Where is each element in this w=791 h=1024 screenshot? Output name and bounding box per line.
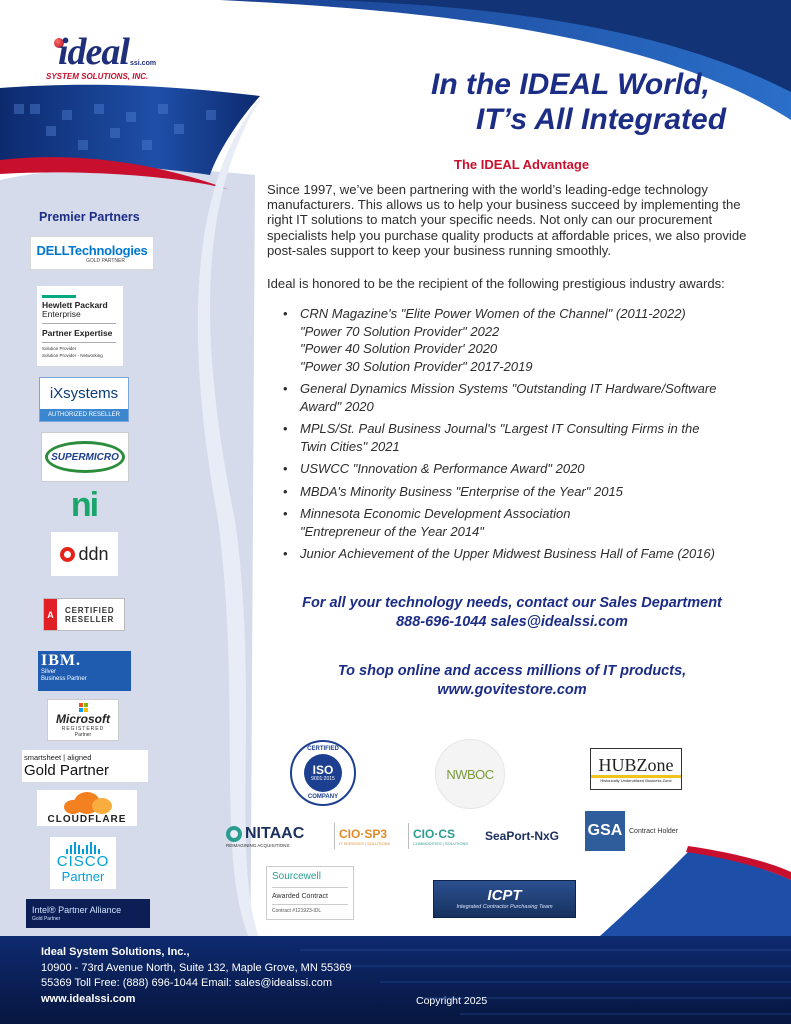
- ixsystems-logo: [39, 377, 129, 422]
- dell-technologies-logo: [30, 236, 154, 270]
- award-item: [283, 420, 773, 455]
- microsoft-logo-text: Microsoft: [56, 711, 110, 726]
- nitaac-logo-sub: REIMAGINING ACQUISITIONS: [226, 842, 290, 848]
- sales-contact-text: For all your technology needs, contact our Sales Department: [302, 595, 722, 611]
- hpe-logo-line2: Enterprise: [42, 309, 81, 319]
- cisco-logo-text: CISCO: [56, 853, 110, 870]
- sourcewell-logo-line1: Awarded Contract: [272, 893, 328, 900]
- footer-address-block: [41, 945, 351, 1007]
- sales-contact: [262, 594, 762, 632]
- nwboc-logo-text: NWBOC: [435, 739, 505, 809]
- shop-online: [262, 662, 762, 700]
- microsoft-logo: [47, 699, 119, 741]
- sourcewell-logo-text: Sourcewell: [272, 871, 321, 882]
- gsa-contract-holder-logo: [585, 808, 689, 854]
- award-line: • CRN Magazine's "Elite Power Women of the Channel" (2011-2022): [300, 306, 686, 321]
- shop-online-text: To shop online and access millions of IT products,: [337, 663, 687, 679]
- awards-intro: Ideal is honored to be the recipient of the following prestigious industry awards:: [267, 276, 725, 291]
- microsoft-flag-icon: [79, 703, 88, 712]
- iso-certified-badge: [288, 738, 358, 808]
- award-item: [283, 380, 773, 415]
- award-line: • MPLS/St. Paul Business Journal's "Largest IT Consulting Firms in the: [300, 421, 700, 436]
- hpe-logo-line3: Partner Expertise: [42, 328, 113, 338]
- dell-logo-sub: GOLD PARTNER: [86, 257, 125, 264]
- ddn-ring-icon: [60, 547, 75, 562]
- icpt-logo: [433, 880, 576, 918]
- cio-cs-logo-sub: COMMODITIES | SOLUTIONS: [413, 840, 469, 846]
- gsa-logo-text: GSA: [585, 811, 625, 851]
- advantage-heading: The IDEAL Advantage: [454, 157, 590, 172]
- intel-logo-sub: Gold Partner: [32, 915, 61, 922]
- smartsheet-logo-top: smartsheet | aligned: [24, 753, 92, 762]
- logo-domain: ssi.com: [130, 60, 157, 67]
- headline-line-1: In the IDEAL World,: [431, 68, 710, 101]
- ddn-logo: [51, 532, 118, 576]
- intel-partner-alliance-logo: [26, 899, 150, 928]
- sourcewell-logo-line2: Contract #121923-IDL: [272, 908, 322, 914]
- cio-cs-logo: [408, 823, 470, 849]
- cloudflare-logo-text: CLOUDFLARE: [47, 813, 127, 825]
- award-line: • MBDA's Minority Business "Enterprise of the Year" 2015: [300, 483, 623, 499]
- award-line: "Power 30 Solution Provider" 2017-2019: [300, 358, 533, 374]
- cio-cs-logo-text: CIO·CS: [413, 826, 455, 841]
- iso-badge-main: ISO: [312, 763, 334, 777]
- hpe-logo-line4: Solution Provider: [42, 346, 77, 351]
- gsa-logo-sub: Contract Holder: [629, 827, 679, 835]
- award-item: [283, 545, 773, 563]
- microsoft-logo-line1: REGISTERED: [61, 725, 105, 732]
- cio-sp3-logo-sub: IT SERVICES | SOLUTIONS: [339, 840, 391, 846]
- sales-phone-email-link[interactable]: 888-696-1044 sales@idealssi.com: [396, 614, 628, 630]
- smartsheet-logo-text: Gold Partner: [24, 762, 110, 779]
- iso-badge-top: CERTIFIED: [307, 746, 339, 752]
- adobe-logo-line2: RESELLER: [65, 614, 115, 624]
- award-line: "Power 70 Solution Provider" 2022: [300, 323, 500, 339]
- logo-tagline: SYSTEM SOLUTIONS, INC.: [46, 72, 149, 81]
- award-item: [283, 460, 773, 478]
- award-line: • General Dynamics Mission Systems "Outstanding IT Hardware/Software: [300, 381, 717, 396]
- seaport-nxg-logo: [480, 818, 564, 854]
- icpt-logo-sub: Integrated Contractor Purchasing Team: [456, 904, 553, 910]
- award-item: [283, 305, 773, 375]
- award-line: "Power 40 Solution Provider' 2020: [300, 341, 498, 356]
- hpe-logo: [37, 286, 123, 366]
- cio-sp3-logo-text: CIO·SP3: [339, 826, 388, 841]
- iso-badge-number: 9001:2015: [311, 776, 335, 782]
- logo-wordmark: ideal: [58, 31, 129, 73]
- cio-sp3-logo: [334, 823, 404, 849]
- intel-logo-text: Intel® Partner Alliance: [32, 904, 122, 915]
- footer-copyright: Copyright 2025: [416, 995, 488, 1007]
- hubzone-logo-sub: Historically Underutilized Business Zone: [600, 777, 672, 783]
- ibm-logo-line1: Silver: [41, 669, 57, 675]
- intro-paragraph: Since 1997, we’ve been partnering with the world’s leading-edge technology manufacturers. This allows us to help your business succeed by implementing the right IT solutions to match your specific needs. Not only can our procurement specialists help you purchase quality products at affordable prices, we also provide post-sales support to keep your business running smoothly.: [267, 182, 747, 258]
- award-line: • Junior Achievement of the Upper Midwest Business Hall of Fame (2016): [300, 546, 715, 561]
- hpe-logo-line5: Solution Provider - Networking: [42, 353, 103, 358]
- iso-badge-bottom: COMPANY: [307, 794, 339, 800]
- adobe-logo-line1: CERTIFIED: [65, 605, 115, 615]
- premier-partners-heading: Premier Partners: [39, 210, 140, 224]
- award-line: • USWCC "Innovation & Performance Award" 2020: [300, 461, 585, 476]
- ixsystems-logo-text: iXsystems: [49, 385, 119, 402]
- nitaac-logo: [226, 820, 326, 852]
- nwboc-badge: [434, 738, 506, 810]
- ni-logo: [58, 488, 110, 522]
- footer-website-link[interactable]: www.idealssi.com: [41, 992, 136, 1005]
- ni-logo-text: ni: [70, 488, 98, 522]
- hubzone-logo: [590, 748, 682, 790]
- footer-phone-email[interactable]: 55369 Toll Free: (888) 696-1044 Email: sales@idealssi.com: [41, 977, 333, 989]
- hpe-logo-line1: Hewlett Packard: [42, 300, 108, 310]
- ibm-logo: [38, 651, 131, 691]
- award-item: [283, 505, 773, 540]
- ddn-logo-text: ddn: [78, 543, 109, 564]
- adobe-certified-reseller-logo: [43, 598, 125, 631]
- headline-line-2: IT’s All Integrated: [476, 103, 727, 136]
- supermicro-logo-text: SUPERMICRO: [45, 441, 125, 473]
- award-line: • Minnesota Economic Development Association: [300, 506, 571, 521]
- microsoft-logo-line2: Partner: [74, 731, 92, 738]
- nitaac-ring-icon: [226, 826, 242, 842]
- award-line: Award" 2020: [300, 398, 374, 414]
- nitaac-logo-text: NITAAC: [245, 824, 305, 842]
- cloudflare-logo: [37, 790, 137, 826]
- award-item: [283, 483, 773, 501]
- award-line: "Entrepreneur of the Year 2014": [300, 523, 484, 539]
- adobe-mark-icon: A: [44, 599, 57, 630]
- icpt-logo-text: ICPT: [487, 887, 522, 904]
- cloudflare-cloud-icon: [60, 792, 114, 810]
- dell-logo-text: DELLTechnologies: [36, 242, 148, 258]
- ibm-logo-line2: Business Partner: [41, 676, 87, 682]
- footer-company: Ideal System Solutions, Inc.,: [41, 946, 190, 958]
- award-line: Twin Cities" 2021: [300, 438, 400, 454]
- ibm-logo-text: IBM.: [41, 652, 81, 669]
- cisco-partner-logo: [50, 837, 116, 889]
- ixsystems-logo-sub: AUTHORIZED RESELLER: [40, 409, 128, 421]
- company-logo[interactable]: [44, 32, 156, 84]
- sourcewell-logo: [266, 866, 354, 920]
- govitestore-link[interactable]: www.govitestore.com: [437, 682, 587, 698]
- hubzone-logo-text: HUBZone: [598, 754, 674, 775]
- awards-list: [283, 305, 773, 568]
- seaport-logo-text: SeaPort-NxG: [484, 829, 560, 843]
- smartsheet-gold-partner-logo: [22, 750, 148, 782]
- cisco-logo-sub: Partner: [61, 869, 105, 884]
- footer-address: 10900 - 73rd Avenue North, Suite 132, Maple Grove, MN 55369: [41, 961, 352, 974]
- supermicro-logo: [41, 432, 129, 482]
